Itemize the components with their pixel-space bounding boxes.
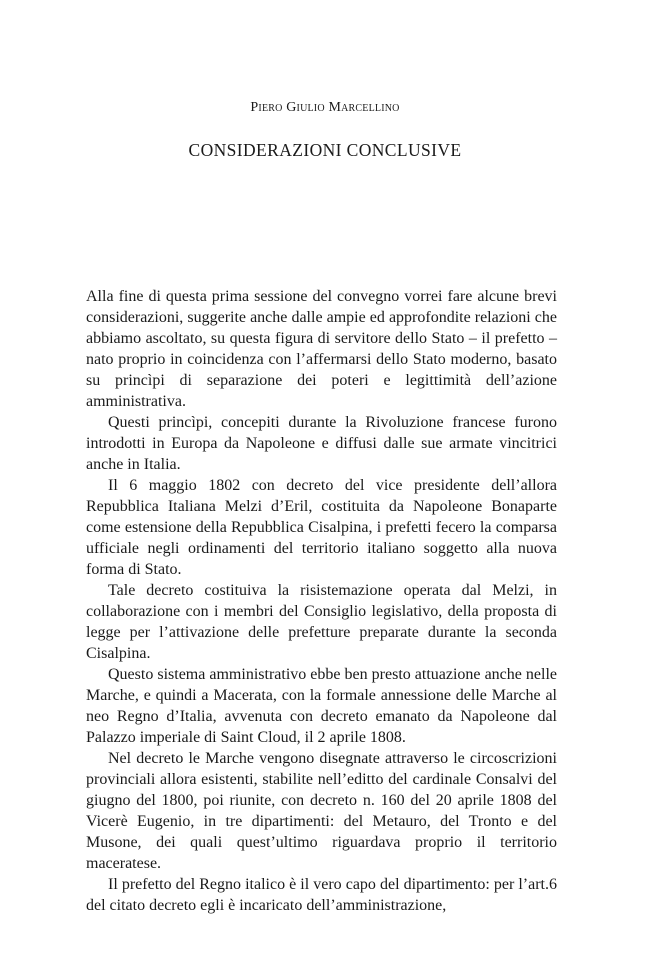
paragraph: Il 6 maggio 1802 con decreto del vice presidente dell’allora Repubblica Italiana Melzi d’Eril, costituita da Napoleone Bonaparte come estensione della Repubblica Cisalpina, i prefetti fecero la comparsa ufficiale negli ordinamenti del territorio italiano soggetto alla nuova forma di Stato. — [86, 477, 557, 578]
paragraph: Questi princìpi, concepiti durante la Rivoluzione francese furono introdotti in Europa da Napoleone e diffusi dalle sue armate vincitrici anche in Italia. — [86, 414, 557, 473]
body-text — [86, 286, 557, 916]
paragraph: Il prefetto del Regno italico è il vero capo del dipartimento: per l’art.6 del citato decreto egli è incaricato dell’amministrazione, — [86, 876, 557, 914]
paragraph: Tale decreto costituiva la risistemazione operata dal Melzi, in collaborazione con i membri del Consiglio legislativo, della proposta di legge per l’attivazione delle prefetture preparate durante la seconda Cisalpina. — [86, 582, 557, 662]
paragraph: Questo sistema amministrativo ebbe ben presto attuazione anche nelle Marche, e quindi a Macerata, con la formale annessione delle Marche al neo Regno d’Italia, avvenuta con decreto emanato da Napoleone dal Palazzo imperiale di Saint Cloud, il 2 aprile 1808. — [86, 666, 557, 746]
paragraph: Alla fine di questa prima sessione del convegno vorrei fare alcune brevi considerazioni, suggerite anche dalle ampie ed approfondite relazioni che abbiamo ascoltato, su questa figura di servitore dello Stato – il prefetto – nato proprio in coincidenza con l’affermarsi dello Stato moderno, basato su princìpi di separazione dei poteri e legittimità dell’azione amministrativa. — [86, 288, 557, 410]
chapter-title: CONSIDERAZIONI CONCLUSIVE — [188, 140, 462, 160]
author-name: Piero Giulio Marcellino — [250, 100, 400, 115]
paragraph: Nel decreto le Marche vengono disegnate attraverso le circoscrizioni provinciali allora esistenti, stabilite nell’editto del cardinale Consalvi del giugno del 1800, poi riunite, con decreto n. 160 del 20 aprile 1808 del Vicerè Eugenio, in tre dipartimenti: del Metauro, del Tronto e del Musone, dei quali quest’ultimo riguardava proprio il territorio maceratese. — [86, 750, 557, 872]
